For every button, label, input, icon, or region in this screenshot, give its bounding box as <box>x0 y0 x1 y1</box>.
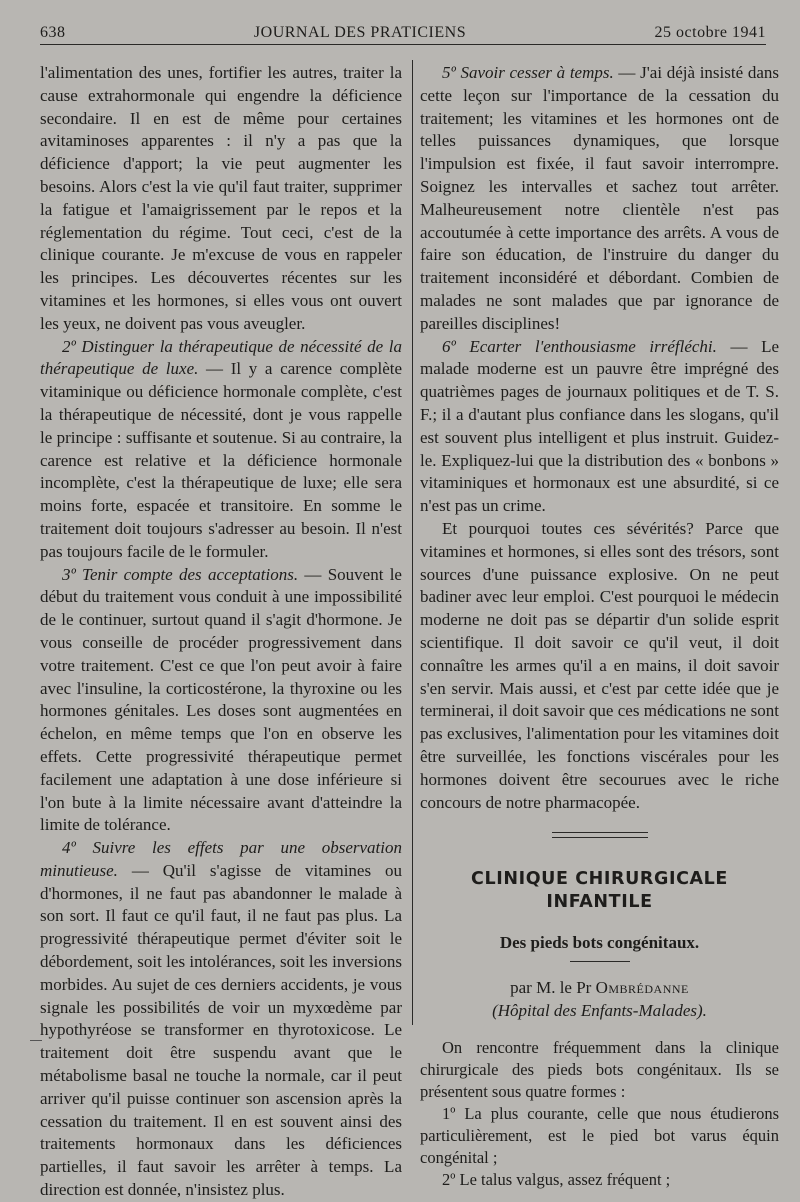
title-rule <box>570 961 630 962</box>
paragraph: 3º Tenir compte des acceptations. — Souvent le début du traitement vous conduit à une impossibilité de le continuer, surtout quand il s'agit d'hormone. Je vous conseille de procéder progressivement dans votre traitement. C'est ce que l'on peut avoir à faire avec l'insuline, la corticostérone, la thyroxine ou les hormones génitales. Les doses sont augmentées en échelon, en même temps que l'on en observe les effets. Cette progressivité thérapeutique permet facilement une adaptation à une dose inférieure si l'on bute à la limite nécessaire avant d'atteindre la limite de tolérance. <box>40 564 402 835</box>
list-item: 1º La plus courante, celle que nous étudierons particulièrement, est le pied bot varus équin congénital ; <box>420 1103 779 1167</box>
list-item: 2º Le talus valgus, assez fréquent ; <box>442 1169 671 1189</box>
affiliation: (Hôpital des Enfants-Malades). <box>492 1001 707 1021</box>
paragraph: 6º Ecarter l'enthousiasme irréfléchi. — Le malade moderne est un pauvre être imprégné des quatrièmes pages de journaux politiques et de T. S. F.; il a d'autant plus confiance dans les slogans, qu'il est souvent plus intelligent et plus instruit. Guidez-le. Expliquez-lui que la distribution des « bonbons » vitaminiques et hormonaux est une absurdité, si ce n'est pas un crime. <box>420 336 779 516</box>
paragraph-heading: 3º Tenir compte des acceptations. <box>62 564 299 584</box>
right-column <box>420 62 779 1191</box>
article-title: Des pieds bots congénitaux. <box>499 933 700 953</box>
byline: par M. le Pr Ombrédanne <box>510 978 689 998</box>
left-column <box>40 62 402 1202</box>
paragraph: 2º Distinguer la thérapeutique de nécessité de la thérapeutique de luxe. — Il y a carence complète vitaminique ou déficience hormonale complète, c'est la thérapeutique de nécessité, dont je vous rappelle le principe : suffisante et soutenue. Si au contraire, la carence est relative et la déficience hormonale incomplète, c'est la thérapeutique de luxe; elle sera moins forte, espacée et transitoire. En somme le traitement doit toujours s'adresser au besoin. Il n'est pas toujours facile de le formuler. <box>40 336 403 561</box>
section-separator <box>552 832 648 838</box>
page-header <box>40 16 766 42</box>
issue-date: 25 octobre 1941 <box>654 24 766 41</box>
paragraph-heading: 2º Distinguer la thérapeutique de nécessité de la thérapeutique de luxe. <box>40 336 402 379</box>
author-name: Ombrédanne <box>595 978 689 998</box>
article-intro: On rencontre fréquemment dans la clinique chirurgicale des pieds bots congénitaux. Ils se présentent sous quatre formes : <box>420 1037 779 1101</box>
paragraph: 5º Savoir cesser à temps. — J'ai déjà insisté dans cette leçon sur l'importance de la cessation du traitement; les vitamines et les hormones ont de telles puissances dynamiques, que lorsque l'impulsion est fixée, il faut savoir interrompre. Soignez les intervalles et sachez tout arrêter. Malheureusement notre clientèle n'est pas accoutumée à cette importance des arrêts. A vous de faire son éducation, de l'instruire du danger du traitement inconsidéré et débordant. Combien de malades ne sont malades que par ignorance de pareilles disciplines! <box>420 63 779 333</box>
journal-title: JOURNAL DES PRATICIENS <box>253 24 467 41</box>
header-rule <box>40 44 766 45</box>
paragraph: Et pourquoi toutes ces sévérités? Parce que vitamines et hormones, si elles sont des trésors, sont sources d'une puissance explosive. On ne peut badiner avec leur emploi. C'est pourquoi le médecin moderne ne doit pas se départir d'un solide esprit scientifique. Il doit savoir ce qu'il veut, il doit connaître les armes qu'il a en mains, il doit savoir s'en servir. Mais aussi, et c'est par cette idée que je terminerai, il doit savoir que ces médications ne sont pas exclusives, l'alimentation pour les vitamines doit être surveillée, les fonctions viscérales pour les hormones doivent être secourues avec le riche concours de notre pharmacopée. <box>420 518 779 812</box>
paragraph: l'alimentation des unes, fortifier les autres, traiter la cause extrahormonale qui engendre la déficience secondaire. Il en est de même pour certaines avitaminoses apparentes : il n'y a pas que la déficience d'apport; la vie peut augmenter les besoins. Alors c'est la vie qu'il faut traiter, supprimer la fatigue et l'amaigrissement par le repos et la réglementation du régime. Tout ceci, c'est de la clinique courante. Je m'excuse de vous en rappeler les principes. Les découvertes récentes sur les vitamines et les hormones, si elles vous ont ouvert les yeux, ne doivent pas vous aveugler. <box>40 63 402 333</box>
paragraph-heading: 4º Suivre les effets par une observation minutieuse. <box>40 838 402 880</box>
paragraph-heading: 6º Ecarter l'enthousiasme irréfléchi. <box>442 336 717 356</box>
paragraph: 4º Suivre les effets par une observation minutieuse. — Qu'il s'agisse de vitamines ou d'hormones, il ne faut pas abandonner le malade à son sort. Il faut ce qu'il faut, il ne faut pas plus. La progressivité thérapeutique permet d'éviter soit le débordement, soit les intolérances, soit les inversions morbides. Au sujet de ces derniers accidents, je vous signale les possibilités de voir un myxœdème par hypothyréose se transformer en thyrotoxicose. Le traitement doit être suspendu avant que le métabolisme basal ne touche la normale, car il peut arriver qu'il puisse continuer son ascension après la cessation du traitement. Il en est souvent ainsi des traitements hormonaux dans les déficiences partielles, il faut savoir les arrêter à temps. La direction est donnée, n'insistez plus. <box>40 838 402 1200</box>
page-mark <box>30 1040 42 1041</box>
column-divider <box>412 60 413 1025</box>
section-title: CLINIQUE CHIRURGICALE INFANTILE <box>471 869 728 913</box>
paragraph-heading: 5º Savoir cesser à temps. <box>442 63 614 82</box>
page-number: 638 <box>40 24 66 41</box>
